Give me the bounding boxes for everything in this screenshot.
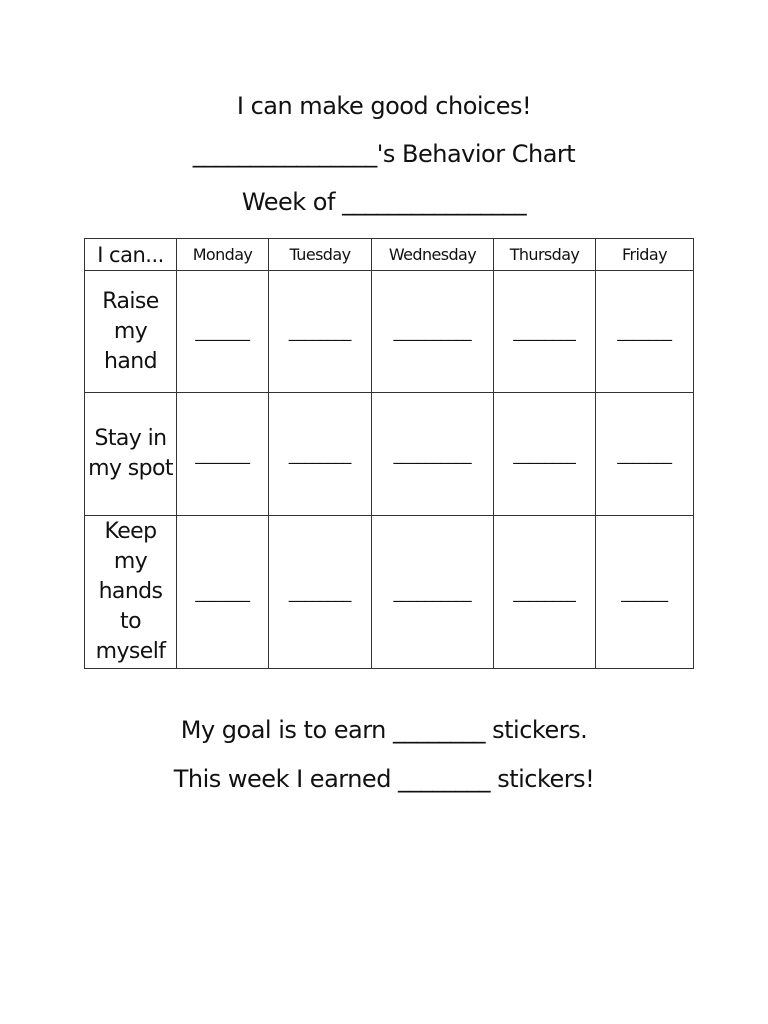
table-header-row — [85, 239, 694, 271]
behavior-label: Raise my hand — [85, 271, 177, 393]
student-name-line: ________________'s Behavior Chart — [192, 140, 576, 168]
table-row — [85, 516, 694, 669]
header-i-can: I can... — [85, 239, 177, 271]
tuesday-blank: ________ — [269, 271, 372, 393]
monday-blank: _______ — [177, 393, 269, 516]
wednesday-blank: __________ — [372, 271, 494, 393]
table-row — [85, 271, 694, 393]
header-tuesday: Tuesday — [269, 239, 372, 271]
friday-blank: _______ — [596, 271, 694, 393]
behavior-label: Keep my hands to myself — [85, 516, 177, 669]
wednesday-blank: __________ — [372, 516, 494, 669]
tuesday-blank: ________ — [269, 516, 372, 669]
wednesday-blank: __________ — [372, 393, 494, 516]
header-monday: Monday — [177, 239, 269, 271]
page-title: I can make good choices! — [236, 92, 532, 120]
header-friday: Friday — [596, 239, 694, 271]
behavior-label: Stay in my spot — [85, 393, 177, 516]
header-thursday: Thursday — [494, 239, 596, 271]
thursday-blank: ________ — [494, 516, 596, 669]
tuesday-blank: ________ — [269, 393, 372, 516]
stickers-earned-line: This week I earned ________ stickers! — [173, 765, 595, 793]
week-of-line: Week of ________________ — [241, 188, 527, 216]
friday-blank: ______ — [596, 516, 694, 669]
behavior-chart-table — [84, 238, 694, 669]
table-row — [85, 393, 694, 516]
monday-blank: _______ — [177, 271, 269, 393]
friday-blank: _______ — [596, 393, 694, 516]
monday-blank: _______ — [177, 516, 269, 669]
header-wednesday: Wednesday — [372, 239, 494, 271]
thursday-blank: ________ — [494, 393, 596, 516]
thursday-blank: ________ — [494, 271, 596, 393]
sticker-goal-line: My goal is to earn ________ stickers. — [180, 716, 588, 744]
